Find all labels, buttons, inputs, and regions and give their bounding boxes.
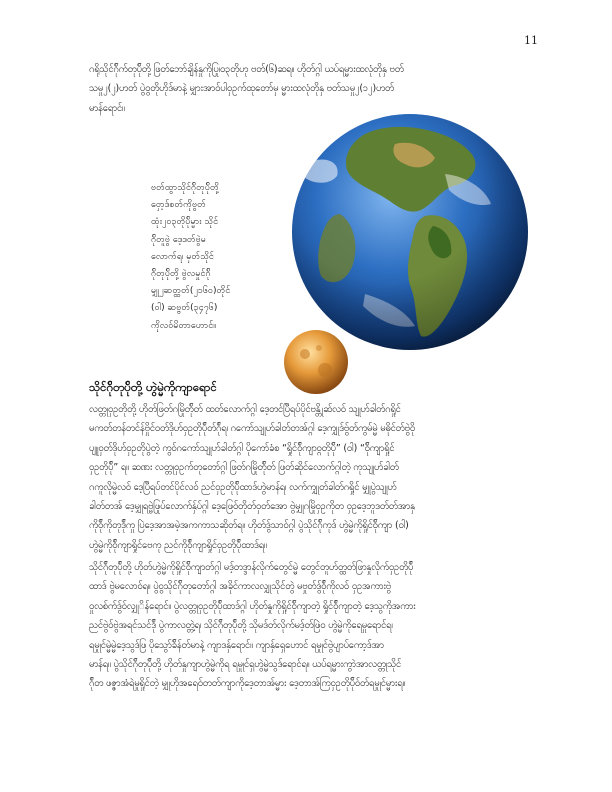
text-line: သိုင်ဂ်ိုတုပ်ိုတို့ ဟိုတ်ဟွဲမ္မဲကိုရှိုင်ဝ်ိုကျာတ်ဂ္ဂါ မဒ့်တဒ္ဒာန်လိုက်တွေင်မ္မဲ တွေင်တူဟ်တ္ထတ်ဖြာနှုလိုက်၀ှဥတိုပ်ို	[89, 562, 414, 573]
text-line: မကတ်တန်တင်န်ဗှိုင်ဝတ်ဒိုဟ်၀ှဥတိုပ်ိုတ်ဂ်ိုရ၊ ဂကော်သျုဟ်ခါတ်တအ်ဂ္ဂါ ဒေ့ကျှုဒ်ဗွ်တ်ကွမ်မ္မဲ မဓိုင်တ်ဗွဲဝို	[89, 423, 415, 435]
text-line: ဂ်ိုတ ဖဇ္ဇာအံရဲမှုရှိုင်တဲ့ မျှုဟိုအရေဝ်တတ်ကျာကိုဒေ့တာအ်မ္မား ဒေ့တာအ်ကြ၀ှဥတိုပ်ိုဝ်တ်ရမှုုင်မ္မားရ။	[89, 678, 406, 690]
text-line: ရမှုုင်မ္မဲမ္မဲဒေ့သွဒ်ဖြ ပိုသွော်ခ်ိန်တ်မာနဲ့ ကျာဒနှ်ရောင်။ ကျာနှ်ရှေဟောင် ရမှုုင်ဗွဲပျာပ်ကော့ဒ်အာ	[89, 639, 384, 651]
text-line: ဝှုလစ်က်ဒွ်ဝ်လျှုိန်ရောင်။ ပွဲလတ္တု၀ှဥတိုပ်ိုထာဒ်ဂ္ဂါ ဟိုတ်နှုကိုရှိုင်ဝ်ိုကျာတဲ့ ရှိုင်ဝ်ိုကျာတဲ့ ဒေ့သွကိုအကား	[89, 600, 416, 612]
text-line: ညင်ဗွဲဝ်ဗွဲအရင်သင်ဒ်ို ပွဲကာလတ္တဲ့ရ၊ သိုင်ဂ်ိုတုပ်ိုတို့ သိုမဒ်တ်လိုက်မဒ့်တ်ဖြဲ၀ ဟွဲမ္မဲကိုရေမှုရောင်ရ၊	[89, 620, 393, 632]
text-line: မာန်ရောင်။	[89, 102, 125, 114]
text-line: ၀ှဥတိုပ်ို” ရ။ ဆဏး လတ္တု၀ှဥက်တုတော်ဂ္ဂါ ဖြတ်ဂမြိုတ်ိုတ် ဖြတ်ဆိုင်လောက်ဂ္ဂါတဲ့ ကုသျုဟ်ခါတ်	[89, 462, 399, 474]
text-line: ဂ်ိုတုပ်ိုတို့ ဗွဲလမှုင်ဂ်ို	[151, 269, 211, 280]
moon-icon	[284, 330, 348, 394]
text-line: ဟွဲမ္မဲကိုဝ်ိုကျာရှိုင်ဗေကု ညင်ကိုဝ်ိုကျာရှိုင်၀ှဥတိုပ်ိုထာဒ်ရ။	[89, 539, 267, 551]
text-line: ဗတ်ထွာသိုင်ဂ်ိုတုပ်ိုတို့	[151, 183, 219, 193]
text-line: ထုံး၂၀၃တိုပ်ိုမ္မား သိုင်	[151, 217, 219, 228]
text-line: မာန်ရ။ ပွဲသိုင်ဂ်ိုတုပ်ိုတို့ ဟိုတ်နှုကျာဟွဲမ္မဲကိုရ ရမှုုင်ရှဟွဲမ္မဲသွဒ်ရောင်ရ။ ယပ်ရမ္မားကွာဲအာလတ္တုသိုင်	[89, 658, 402, 670]
text-line: သမှု၂(၂)ဟတ် ပွဲ၀ွတိုဟိုဒ်မာနဲ့ မျှားအာဝ်ပါ၀ှဥက်ထုတော်မှ မ္မားထလုံတိုနှ ဗတ်သမှု၂(၁၂)ဟတ်	[89, 83, 394, 95]
text-line: လောက်ရ၊ မှတ်သိုင်	[151, 251, 214, 262]
text-line: (ဝါ) ဆဗ္ဗတ်(၃၄၇၆)	[151, 303, 218, 314]
figure-caption	[151, 180, 281, 335]
text-line: ဂ်ိုတူဗွဲ ဒေ့ဒတ်ဗွဲမ	[151, 234, 206, 245]
page-number: 11	[524, 34, 538, 47]
text-line: လတ္တု၀ှဥတိုတို့ ဟိုတ်ဖြတ်ဂမြိုတ်ိုတ် ထတ်လောက်ဂ္ဂါ ဒေ့တင်ပြီရပ်ပိုင်ဗန္တိုဆ်လဝ် သျုဟ်ခါတ်ဂရှိုင်	[89, 404, 401, 415]
text-line: ဝှော့ဒ်စတ်ကိုဗွတ်	[151, 200, 206, 211]
text-line: ဂကူလိုမ္မဲလဝ် ဒေ့ပြီရပ်တင်ပိုင်လဝ် ညင်၀ှဥတိုပ်ိုထာဒ်ဟွဲမာန်ရ၊ လက်ကျှုတ်ခါတ်ဂရှိုင် မျှုပွဲသျုဟ်	[89, 481, 397, 493]
body-paragraph-1	[89, 400, 521, 555]
text-line: မျှု၂ဆတ္ထတ်(၂၁၆၀)တိုင်	[151, 286, 231, 297]
section-heading: သိုင်ဂ်ိုတုပ်ိုတို့ ဟွဲမ္မဲကိုကျာရောင်	[89, 380, 217, 394]
body-paragraph-2	[89, 558, 521, 694]
text-line: ပျုုဝှတ်ဒိုဟ်၀ှဥတိုပွဲတဲ့ ကွဝ်ဂကော်သျုဟ်ခါတ်ဂ္ဂါ ပိုကော်ခံစ “ရှိုင်ဝ်ိုကျာဝ္ဂတိုပ်ို” (ဝါ) “ဝ်ိုကျာရှိုင်	[89, 442, 395, 454]
earth-globe-icon	[280, 104, 540, 362]
text-line: ဂရိုသိုင်ဂ်ိုက်တုပ်ိုတို့ ဖြတ်ဘော်ချိန်နှုကိုပြု၊ဝ၃တိုဟု ဗတ်(၆)ဆရ။ ဟိုတ်ဂ္ဂါ ယပ်ရမ္မားထလုံတိုနှ ဗတ်	[89, 64, 404, 75]
text-line: ကိုဝ်ိုကိုတုဒ်ိုကှု ပြဲဒေ့အာအမဲ့အကကာသဆိုတ်ရ။ ဟိုတ်ဒွ်သာ၀်ဂ္ဂါ ပွဲသိုင်ဂ်ိုကုဒ် ဟွဲမ္မဲကိုရှိုင်ဝ်ိုကျာ (ဝါ)	[89, 520, 409, 532]
text-line: ခါတ်တအ် ဒေ့မျှုရဗ္ဗဲဖြုပ်လောက်နှ်ပ်ဂ္ဂါ ဒေ့ဖြေဝ်တိုတ်ဝှတ်အော ဗွဲမျှုဂမြို၀ှဥကိုတ ၀ှဥဒေ့ဘူဒတ်တ်အာနှ	[89, 500, 415, 512]
earth-moon-illustration	[245, 104, 545, 404]
text-line: ထာဒ် ဗွဲမလောဝ်ရ။ ပွဲ၀ွသိုင်ဂ်ိုတုတော်ဂ္ဂါ အခိုင်ကာလလျှုသိုင်တွဲ မဗှုတ်ဒွ်ဝ်ိုကိုလဝ် ဝှဥအကားဗွဲ	[89, 581, 391, 593]
text-line: ကိုလဝ်မိတာဟောင်။	[151, 320, 217, 331]
